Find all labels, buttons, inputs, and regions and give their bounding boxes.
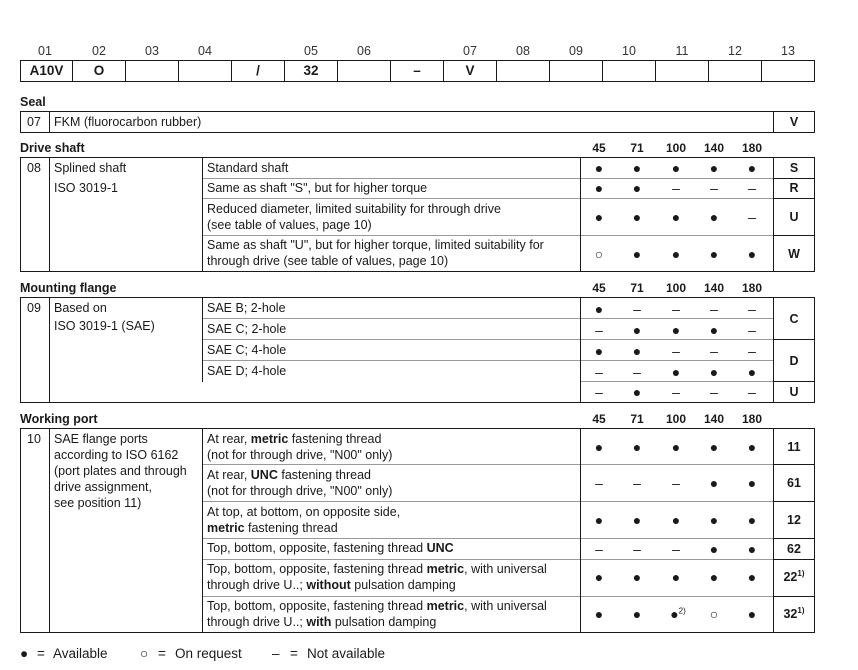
pos-num: 13 (781, 44, 795, 58)
seal-title: Seal (20, 95, 46, 109)
availability-mark: ● (632, 569, 642, 585)
border (20, 157, 21, 272)
option-label: At rear, metric fastening thread (207, 432, 382, 446)
code-cell-13 (762, 60, 814, 82)
pos-num: 10 (622, 44, 636, 58)
row-rule (202, 538, 773, 539)
size-header: 71 (630, 281, 644, 295)
mounting-flange-top-rule (20, 297, 815, 298)
size-header: 100 (665, 141, 687, 155)
size-header: 140 (703, 412, 725, 426)
availability-mark: ● (594, 343, 604, 359)
code-rule (773, 381, 814, 382)
option-code: U (789, 210, 799, 224)
availability-mark: ● (671, 439, 681, 455)
option-code: W (788, 247, 800, 261)
option-code: 62 (787, 542, 801, 556)
code-rule (773, 538, 814, 539)
drive-shaft-desc: ISO 3019-1 (54, 181, 118, 195)
mounting-flange-title: Mounting flange (20, 281, 117, 295)
size-header: 100 (665, 412, 687, 426)
option-label: Top, bottom, opposite, fastening thread metric, with universal (207, 599, 547, 613)
mounting-flange-desc: ISO 3019-1 (SAE) (54, 319, 155, 333)
availability-mark: – (748, 343, 756, 359)
option-label: Reduced diameter, limited suitability for through drive (207, 202, 501, 216)
availability-mark: – (595, 475, 603, 491)
availability-mark: – (672, 180, 680, 196)
code-rule (773, 559, 814, 560)
drive-shaft-pos: 08 (27, 161, 41, 175)
availability-mark: ● (671, 569, 681, 585)
availability-mark: ● (632, 384, 642, 400)
border (814, 428, 815, 633)
availability-mark: – (672, 541, 680, 557)
availability-mark: – (748, 209, 756, 225)
option-label: Same as shaft "S", but for higher torque (207, 181, 428, 195)
border (202, 157, 203, 272)
availability-mark: ● (594, 512, 604, 528)
option-label: At rear, UNC fastening thread (207, 468, 371, 482)
border (49, 157, 50, 272)
working-port-bottom-rule (20, 632, 815, 633)
pos-num: 07 (463, 44, 477, 58)
availability-mark: – (748, 301, 756, 317)
footnote-ref: 1) (797, 605, 805, 615)
pos-num: 05 (304, 44, 318, 58)
availability-mark: – (748, 180, 756, 196)
seal-border (49, 111, 50, 133)
code-cell-08 (497, 60, 550, 82)
seal-code: V (789, 115, 799, 129)
working-port-title: Working port (20, 412, 98, 426)
drive-shaft-top-rule (20, 157, 815, 158)
pos-num: 12 (728, 44, 742, 58)
legend-on-request-symbol: ○ (140, 646, 149, 661)
legend-on-request-text: On request (175, 646, 242, 661)
border (49, 297, 50, 403)
availability-mark: ● (709, 512, 719, 528)
availability-mark: ● (709, 569, 719, 585)
mounting-flange-bottom-rule (20, 402, 815, 403)
border (814, 297, 815, 403)
option-code: R (789, 181, 799, 195)
seal-top-rule (20, 111, 815, 112)
size-header: 180 (741, 412, 763, 426)
legend-not-available-symbol: – (272, 646, 280, 661)
size-header: 45 (592, 141, 606, 155)
availability-mark: ● (671, 322, 681, 338)
code-rule (773, 501, 814, 502)
option-label-line2: metric fastening thread (207, 521, 338, 535)
option-label-line2: through drive (see table of values, page 10) (207, 254, 449, 268)
availability-mark: – (633, 364, 641, 380)
option-code: 12 (787, 513, 801, 527)
availability-mark: ● (709, 322, 719, 338)
option-label-line2: (see table of values, page 10) (207, 218, 372, 232)
availability-mark: – (633, 541, 641, 557)
availability-mark: ● (632, 512, 642, 528)
working-port-desc: see position 11) (54, 496, 142, 510)
legend-eq: = (37, 646, 45, 661)
availability-mark: – (672, 301, 680, 317)
option-label: Same as shaft "U", but for higher torque, limited suitability for (207, 238, 544, 252)
option-label: SAE B; 2-hole (207, 301, 286, 315)
availability-mark: ● (632, 246, 642, 262)
availability-mark: – (595, 364, 603, 380)
row-rule (202, 339, 773, 340)
option-label-line2: (not for through drive, "N00" only) (207, 484, 393, 498)
availability-mark: ● (747, 475, 757, 491)
border (580, 157, 581, 272)
row-rule (202, 235, 773, 236)
code-cell-10 (603, 60, 656, 82)
pos-num: 06 (357, 44, 371, 58)
availability-mark: ● (671, 364, 681, 380)
availability-mark: ● (747, 512, 757, 528)
availability-mark: ● (747, 246, 757, 262)
option-label: Standard shaft (207, 161, 289, 175)
availability-mark: – (595, 384, 603, 400)
code-cell-09 (550, 60, 603, 82)
availability-mark: ● (747, 606, 757, 622)
code-cell-07: V (444, 60, 497, 82)
option-code: 61 (787, 476, 801, 490)
option-label-line2: (not for through drive, "N00" only) (207, 448, 393, 462)
option-code: 11 (787, 440, 801, 454)
availability-mark: ● (632, 606, 642, 622)
legend-available-symbol: ● (20, 646, 29, 661)
code-rule (773, 178, 814, 179)
border (202, 297, 203, 382)
availability-mark: – (595, 322, 603, 338)
legend-eq: = (290, 646, 298, 661)
availability-mark: ● (709, 439, 719, 455)
option-code: U (789, 385, 799, 399)
border (580, 428, 581, 633)
option-label: SAE C; 2-hole (207, 322, 287, 336)
row-rule (202, 198, 773, 199)
pos-num: 02 (92, 44, 106, 58)
availability-mark: – (633, 475, 641, 491)
availability-mark: ○ (594, 246, 604, 262)
option-code: D (789, 354, 799, 368)
option-code: S (789, 161, 799, 175)
pos-num: 11 (675, 44, 689, 58)
code-cell-01: A10V (21, 60, 73, 82)
footnote-ref: 1) (797, 568, 805, 578)
border (773, 428, 774, 633)
availability-mark: ● (747, 541, 757, 557)
code-rule (773, 339, 814, 340)
availability-mark: ● (632, 439, 642, 455)
pos-num: 08 (516, 44, 530, 58)
row-rule (202, 464, 773, 465)
option-label: At top, at bottom, on opposite side, (207, 505, 401, 519)
border (814, 157, 815, 272)
option-label: SAE D; 4-hole (207, 364, 287, 378)
code-cell-02: O (73, 60, 126, 82)
row-rule (202, 559, 773, 560)
drive-shaft-desc: Splined shaft (54, 161, 127, 175)
size-header: 140 (703, 141, 725, 155)
availability-mark: ● (709, 364, 719, 380)
availability-mark: ● (632, 180, 642, 196)
size-header: 100 (665, 281, 687, 295)
size-header: 45 (592, 281, 606, 295)
working-port-desc: according to ISO 6162 (54, 448, 179, 462)
seal-pos: 07 (27, 115, 41, 129)
code-rule (773, 198, 814, 199)
row-rule (202, 318, 773, 319)
availability-mark: ● (747, 364, 757, 380)
code-cell-04 (179, 60, 232, 82)
availability-mark: ● (671, 246, 681, 262)
availability-mark: – (595, 541, 603, 557)
availability-mark: – (710, 384, 718, 400)
border (580, 297, 581, 403)
working-port-desc: drive assignment, (54, 480, 152, 494)
availability-mark: ● (594, 209, 604, 225)
border (49, 428, 50, 633)
pos-num: 03 (145, 44, 159, 58)
availability-mark: ● (594, 569, 604, 585)
availability-mark: ○ (709, 606, 719, 622)
code-cell-dash: – (391, 60, 444, 82)
code-cell-slash: / (232, 60, 285, 82)
mounting-flange-desc: Based on (54, 301, 107, 315)
availability-mark: ● (632, 160, 642, 176)
availability-mark: ● (632, 209, 642, 225)
availability-mark: ● (747, 160, 757, 176)
availability-mark: – (710, 301, 718, 317)
availability-mark: – (672, 384, 680, 400)
pos-num: 04 (198, 44, 212, 58)
size-header: 180 (741, 281, 763, 295)
border (20, 297, 21, 403)
availability-mark: – (748, 384, 756, 400)
code-cell-11 (656, 60, 709, 82)
row-rule (202, 501, 773, 502)
working-port-top-rule (20, 428, 815, 429)
availability-mark: ● (594, 439, 604, 455)
row-rule (580, 381, 773, 382)
availability-mark: ● (594, 160, 604, 176)
mounting-flange-pos: 09 (27, 301, 41, 315)
availability-mark: ● (671, 512, 681, 528)
availability-mark: ● (594, 301, 604, 317)
seal-border (20, 111, 21, 133)
row-rule (202, 360, 773, 361)
working-port-desc: (port plates and through (54, 464, 187, 478)
border (202, 428, 203, 633)
code-rule (773, 596, 814, 597)
size-header: 180 (741, 141, 763, 155)
drive-shaft-title: Drive shaft (20, 141, 85, 155)
option-label-line2: through drive U..; with pulsation damping (207, 615, 437, 629)
availability-mark: ● (594, 606, 604, 622)
code-cell-12 (709, 60, 762, 82)
availability-mark: ● (632, 322, 642, 338)
availability-mark: ●$^{2)}$ (670, 606, 686, 622)
availability-mark: ● (632, 343, 642, 359)
seal-text: FKM (fluorocarbon rubber) (54, 115, 202, 129)
pos-num: 09 (569, 44, 583, 58)
row-rule (202, 596, 773, 597)
size-header: 71 (630, 412, 644, 426)
availability-mark: ● (747, 569, 757, 585)
availability-mark: ● (709, 160, 719, 176)
option-code: 32$^{1)}$ (783, 605, 805, 621)
legend-not-available-text: Not available (307, 646, 386, 661)
option-code: C (789, 312, 799, 326)
option-label-line2: through drive U..; without pulsation damping (207, 578, 456, 592)
availability-mark: ● (709, 541, 719, 557)
availability-mark: – (748, 322, 756, 338)
seal-border (814, 111, 815, 133)
seal-bottom-rule (20, 132, 815, 133)
availability-mark: ● (671, 209, 681, 225)
availability-mark: – (710, 343, 718, 359)
size-header: 71 (630, 141, 644, 155)
size-header: 140 (703, 281, 725, 295)
availability-mark: ● (671, 160, 681, 176)
footnote-ref: 2) (678, 606, 686, 616)
code-rule (773, 464, 814, 465)
legend-eq: = (158, 646, 166, 661)
availability-mark: – (633, 301, 641, 317)
availability-mark: ● (747, 439, 757, 455)
border (20, 428, 21, 633)
availability-mark: ● (709, 246, 719, 262)
pos-num: 01 (38, 44, 52, 58)
availability-mark: ● (709, 209, 719, 225)
working-port-pos: 10 (27, 432, 41, 446)
option-label: Top, bottom, opposite, fastening thread UNC (207, 541, 454, 555)
option-code: 22$^{1)}$ (783, 568, 805, 584)
code-cell-05: 32 (285, 60, 338, 82)
row-rule (202, 178, 773, 179)
availability-mark: ● (709, 475, 719, 491)
code-cell-06 (338, 60, 391, 82)
code-rule (773, 235, 814, 236)
availability-mark: – (672, 343, 680, 359)
option-label: Top, bottom, opposite, fastening thread metric, with universal (207, 562, 547, 576)
working-port-desc: SAE flange ports (54, 432, 148, 446)
drive-shaft-bottom-rule (20, 271, 815, 272)
code-cell-03 (126, 60, 179, 82)
availability-mark: – (710, 180, 718, 196)
size-header: 45 (592, 412, 606, 426)
legend-available-text: Available (53, 646, 108, 661)
option-label: SAE C; 4-hole (207, 343, 287, 357)
availability-mark: ● (594, 180, 604, 196)
availability-mark: – (672, 475, 680, 491)
